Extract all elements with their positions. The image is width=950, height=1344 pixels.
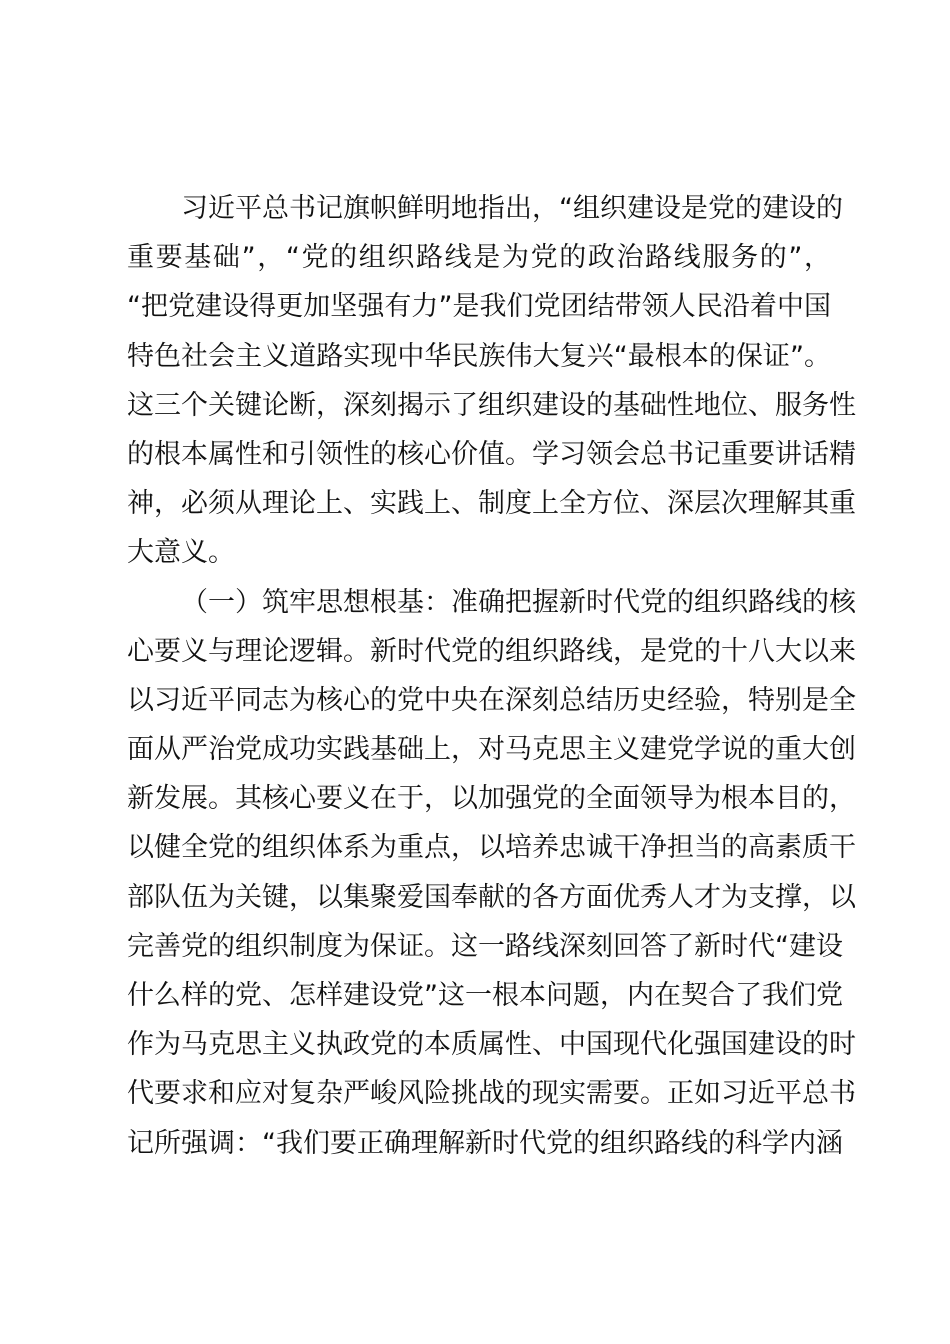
paragraph-2-line-5: 新发展。其核心要义在于，以加强党的全面领导为根本目的， [127,783,856,815]
paragraph-2-line-1: （一）筑牢思想根基：准确把握新时代党的组织路线的核 [181,586,856,618]
paragraph-1-line-5: 这三个关键论断，深刻揭示了组织建设的基础性地位、服务性 [127,389,856,421]
paragraph-1-line-6: 的根本属性和引领性的核心价值。学习领会总书记重要讲话精 [127,438,856,470]
paragraph-2-line-10: 作为马克思主义执政党的本质属性、中国现代化强国建设的时 [127,1029,856,1061]
paragraph-1-line-8: 大意义。 [127,537,235,569]
paragraph-1-line-1: 习近平总书记旗帜鲜明地指出，“组织建设是党的建设的 [181,193,843,224]
paragraph-2-line-7: 部队伍为关键，以集聚爱国奉献的各方面优秀人才为支撑，以 [127,881,856,913]
document-body [127,184,856,1168]
paragraph-1-line-2: 重要基础”，“党的组织路线是为党的政治路线服务的”， [127,242,831,274]
paragraph-1-line-7: 神，必须从理论上、实践上、制度上全方位、深层次理解其重 [127,488,856,520]
paragraph-2-line-9: 什么样的党、怎样建设党”这一根本问题，内在契合了我们党 [127,980,843,1011]
paragraph-1-line-4: 特色社会主义道路实现中华民族伟大复兴“最根本的保证”。 [127,340,831,372]
paragraph-1-line-3: “把党建设得更加坚强有力”是我们党团结带领人民沿着中国 [127,291,831,323]
paragraph-2-line-2: 心要义与理论逻辑。新时代党的组织路线，是党的十八大以来 [127,635,856,667]
paragraph-2-line-3: 以习近平同志为核心的党中央在深刻总结历史经验，特别是全 [127,684,856,716]
paragraph-2-line-11: 代要求和应对复杂严峻风险挑战的现实需要。正如习近平总书 [127,1078,856,1110]
paragraph-2-line-8: 完善党的组织制度为保证。这一路线深刻回答了新时代“建设 [127,930,843,962]
paragraph-2-line-4: 面从严治党成功实践基础上，对马克思主义建党学说的重大创 [127,734,856,766]
paragraph-2-line-6: 以健全党的组织体系为重点，以培养忠诚干净担当的高素质干 [127,832,856,864]
paragraph-2-line-12: 记所强调：“我们要正确理解新时代党的组织路线的科学内涵 [127,1127,843,1159]
